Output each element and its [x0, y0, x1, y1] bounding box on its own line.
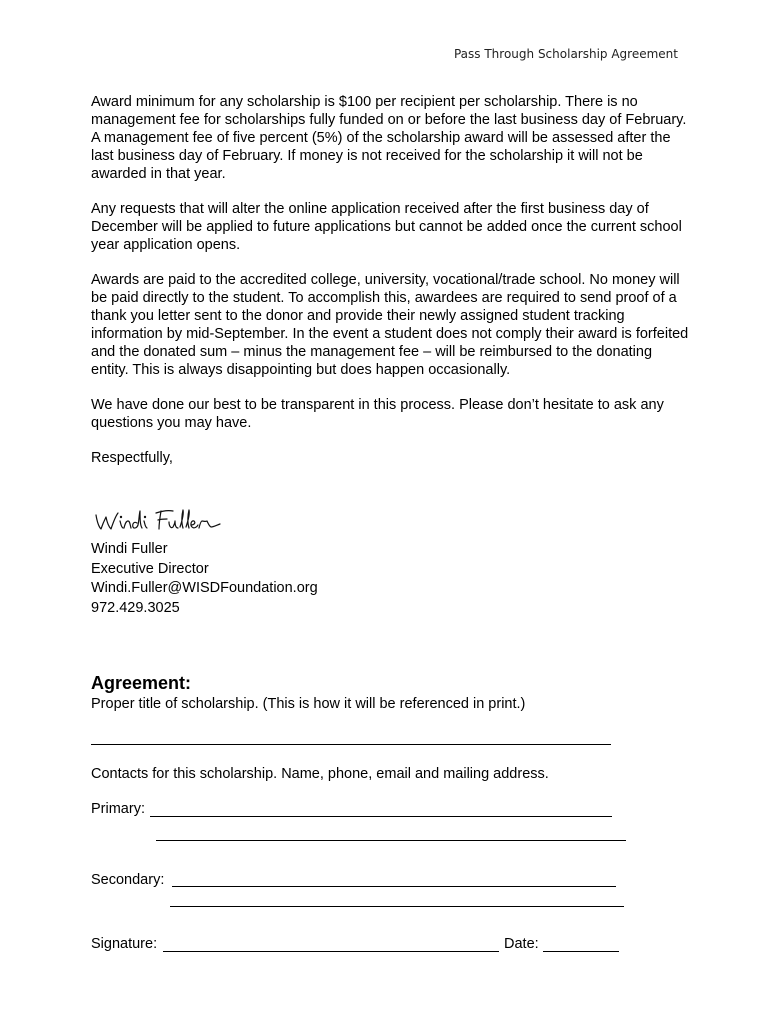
signer-email: Windi.Fuller@WISDFoundation.org [91, 580, 318, 596]
running-header: Pass Through Scholarship Agreement [453, 47, 678, 61]
paragraph-application-changes: Any requests that will alter the online application received after the first business day of December will be applied to future applications but cannot be added once the current school year application opens. [91, 201, 682, 253]
letter-body [91, 93, 691, 467]
scholarship-title-line[interactable] [91, 744, 611, 745]
agreement-heading: Agreement: [91, 673, 192, 693]
signer-name: Windi Fuller [91, 541, 168, 557]
secondary-contact-label: Secondary: [91, 872, 165, 888]
handwritten-signature [93, 505, 228, 537]
date-line[interactable] [543, 951, 619, 952]
paragraph-transparency: We have done our best to be transparent in this process. Please don’t hesitate to ask any questions you may have. [91, 397, 664, 431]
primary-contact-label: Primary: [91, 801, 145, 817]
secondary-contact-line-1[interactable] [172, 886, 616, 887]
signer-title: Executive Director [91, 560, 209, 577]
paragraph-award-minimum: Award minimum for any scholarship is $100 per recipient per scholarship. There is no management fee for scholarships fully funded on or before the last business day of February. A management fee of five percent (5%) of the scholarship award will be assessed after the last business day of February. If money is not received for the scholarship it will not be awarded in that year. [91, 94, 687, 182]
secondary-contact-line-2[interactable] [170, 906, 624, 907]
scholarship-title-instruction: Proper title of scholarship. (This is how it will be referenced in print.) [91, 696, 526, 712]
signature-line[interactable] [163, 951, 499, 952]
signer-phone: 972.429.3025 [91, 599, 180, 616]
closing-salutation: Respectfully, [91, 450, 173, 466]
contacts-instruction: Contacts for this scholarship. Name, phone, email and mailing address. [91, 766, 549, 782]
primary-contact-line-2[interactable] [156, 840, 626, 841]
signer-block [91, 540, 318, 618]
primary-contact-line-1[interactable] [150, 816, 612, 817]
date-label: Date: [504, 936, 539, 952]
paragraph-award-payment: Awards are paid to the accredited college, university, vocational/trade school. No money will be paid directly to the student. To accomplish this, awardees are required to send proof of a thank you letter sent to the donor and provide their newly assigned student tracking information by mid-September. In the event a student does not comply their award is forfeited and the donated sum – minus the management fee – will be reimbursed to the donating entity. This is always disappointing but does happen occasionally. [91, 272, 689, 378]
signature-label: Signature: [91, 936, 158, 952]
